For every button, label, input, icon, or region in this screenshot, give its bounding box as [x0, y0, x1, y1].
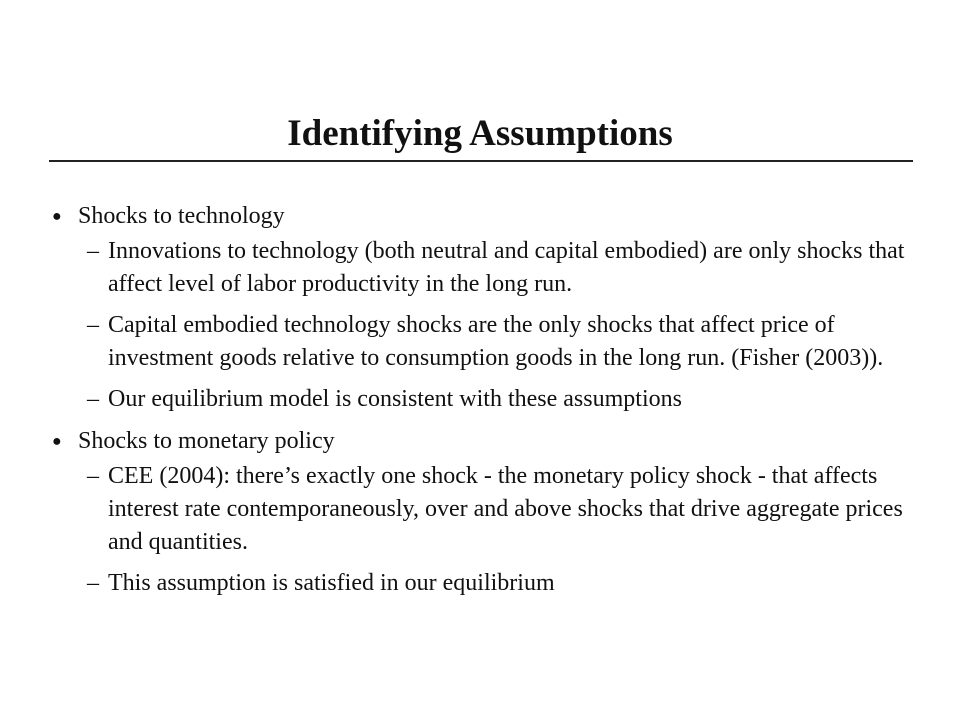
slide-body — [52, 200, 922, 600]
bullet-item — [52, 425, 922, 460]
section-technology-shocks — [52, 200, 922, 416]
sub-item — [87, 383, 922, 416]
sub-item-text: Innovations to technology (both neutral and capital embodied) are only shocks that affect level of labor productivity in the long run. — [108, 238, 905, 297]
section-monetary-shocks — [52, 425, 922, 600]
dash-icon: – — [87, 570, 99, 596]
sub-item — [87, 309, 922, 375]
sub-item-text: Capital embodied technology shocks are the only shocks that affect price of investment goods relative to consumption goods in the long run. (Fisher (2003)). — [108, 312, 884, 371]
sub-item-text: CEE (2004): there’s exactly one shock - the monetary policy shock - that affects interest rate contemporaneously, over and above shocks that drive aggregate prices and quantities. — [108, 463, 903, 555]
slide-title: Identifying Assumptions — [287, 113, 673, 154]
sub-item-text: This assumption is satisfied in our equilibrium — [108, 570, 555, 596]
sub-item-text: Our equilibrium model is consistent with these assumptions — [108, 386, 682, 412]
section-heading: Shocks to monetary policy — [78, 428, 335, 454]
dash-icon: – — [87, 463, 99, 489]
sub-list — [52, 460, 922, 600]
bullet-icon: ● — [52, 208, 62, 225]
sub-list — [52, 235, 922, 416]
dash-icon: – — [87, 238, 99, 264]
sub-item — [87, 460, 922, 559]
title-divider — [49, 160, 913, 162]
sub-item — [87, 235, 922, 301]
dash-icon: – — [87, 386, 99, 412]
section-heading: Shocks to technology — [78, 203, 285, 229]
sub-item — [87, 567, 922, 600]
bullet-icon: ● — [52, 433, 62, 450]
dash-icon: – — [87, 312, 99, 338]
bullet-item — [52, 200, 922, 235]
